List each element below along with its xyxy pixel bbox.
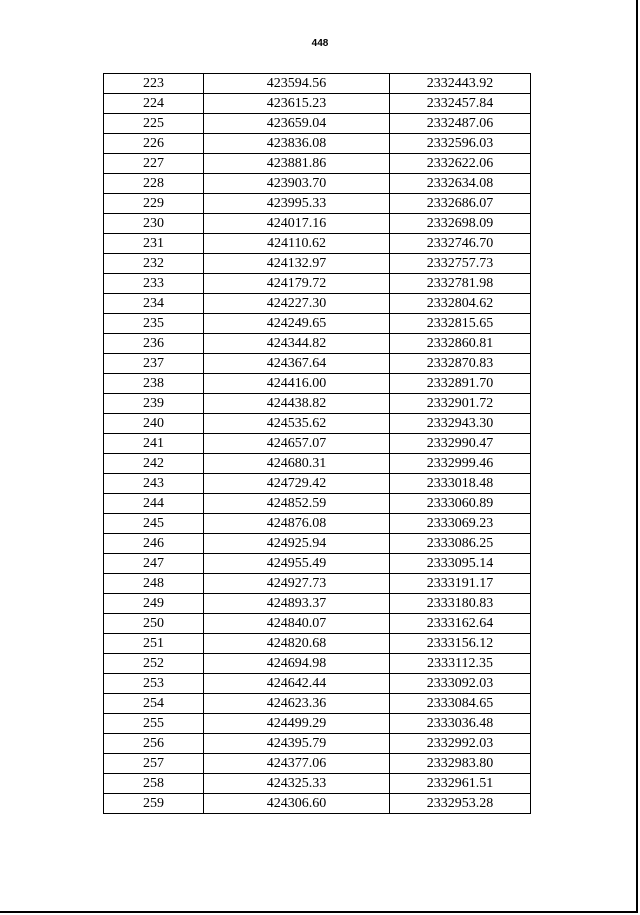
point-number-cell: 235: [104, 314, 204, 334]
point-number-cell: 239: [104, 394, 204, 414]
table-row: [104, 454, 531, 474]
point-number-cell: 240: [104, 414, 204, 434]
northing-cell: 2333180.83: [390, 594, 531, 614]
table-row: [104, 494, 531, 514]
table-row: [104, 714, 531, 734]
point-number-cell: 257: [104, 754, 204, 774]
northing-cell: 2332686.07: [390, 194, 531, 214]
easting-cell: 424249.65: [204, 314, 390, 334]
table-row: [104, 574, 531, 594]
coordinates-table-body: [104, 74, 531, 814]
northing-cell: 2333084.65: [390, 694, 531, 714]
easting-cell: 424306.60: [204, 794, 390, 814]
point-number-cell: 225: [104, 114, 204, 134]
northing-cell: 2332901.72: [390, 394, 531, 414]
point-number-cell: 246: [104, 534, 204, 554]
northing-cell: 2332622.06: [390, 154, 531, 174]
northing-cell: 2333095.14: [390, 554, 531, 574]
table-row: [104, 654, 531, 674]
table-row: [104, 254, 531, 274]
northing-cell: 2332487.06: [390, 114, 531, 134]
table-row: [104, 294, 531, 314]
northing-cell: 2332953.28: [390, 794, 531, 814]
point-number-cell: 243: [104, 474, 204, 494]
table-row: [104, 274, 531, 294]
table-row: [104, 434, 531, 454]
point-number-cell: 230: [104, 214, 204, 234]
easting-cell: 424657.07: [204, 434, 390, 454]
table-row: [104, 194, 531, 214]
point-number-cell: 242: [104, 454, 204, 474]
table-row: [104, 794, 531, 814]
table-row: [104, 594, 531, 614]
table-row: [104, 554, 531, 574]
northing-cell: 2332698.09: [390, 214, 531, 234]
table-row: [104, 354, 531, 374]
point-number-cell: 259: [104, 794, 204, 814]
table-row: [104, 334, 531, 354]
point-number-cell: 251: [104, 634, 204, 654]
table-row: [104, 754, 531, 774]
easting-cell: 424840.07: [204, 614, 390, 634]
point-number-cell: 233: [104, 274, 204, 294]
table-row: [104, 474, 531, 494]
coordinates-table: [103, 73, 531, 814]
easting-cell: 424642.44: [204, 674, 390, 694]
point-number-cell: 241: [104, 434, 204, 454]
northing-cell: 2332992.03: [390, 734, 531, 754]
northing-cell: 2332804.62: [390, 294, 531, 314]
point-number-cell: 234: [104, 294, 204, 314]
point-number-cell: 244: [104, 494, 204, 514]
point-number-cell: 248: [104, 574, 204, 594]
easting-cell: 423836.08: [204, 134, 390, 154]
table-row: [104, 74, 531, 94]
table-row: [104, 94, 531, 114]
point-number-cell: 232: [104, 254, 204, 274]
northing-cell: 2333191.17: [390, 574, 531, 594]
table-row: [104, 134, 531, 154]
table-row: [104, 114, 531, 134]
table-row: [104, 514, 531, 534]
page-number: 448: [311, 38, 329, 49]
point-number-cell: 228: [104, 174, 204, 194]
northing-cell: 2332634.08: [390, 174, 531, 194]
point-number-cell: 256: [104, 734, 204, 754]
point-number-cell: 229: [104, 194, 204, 214]
point-number-cell: 227: [104, 154, 204, 174]
easting-cell: 424852.59: [204, 494, 390, 514]
point-number-cell: 253: [104, 674, 204, 694]
easting-cell: 423995.33: [204, 194, 390, 214]
table-row: [104, 634, 531, 654]
point-number-cell: 238: [104, 374, 204, 394]
northing-cell: 2333036.48: [390, 714, 531, 734]
northing-cell: 2332943.30: [390, 414, 531, 434]
easting-cell: 424416.00: [204, 374, 390, 394]
easting-cell: 424694.98: [204, 654, 390, 674]
table-row: [104, 694, 531, 714]
easting-cell: 423881.86: [204, 154, 390, 174]
easting-cell: 424499.29: [204, 714, 390, 734]
table-row: [104, 414, 531, 434]
easting-cell: 424893.37: [204, 594, 390, 614]
point-number-cell: 254: [104, 694, 204, 714]
easting-cell: 424680.31: [204, 454, 390, 474]
northing-cell: 2333069.23: [390, 514, 531, 534]
northing-cell: 2332891.70: [390, 374, 531, 394]
easting-cell: 424325.33: [204, 774, 390, 794]
table-row: [104, 174, 531, 194]
easting-cell: 424017.16: [204, 214, 390, 234]
easting-cell: 424438.82: [204, 394, 390, 414]
easting-cell: 424344.82: [204, 334, 390, 354]
northing-cell: 2333060.89: [390, 494, 531, 514]
northing-cell: 2333086.25: [390, 534, 531, 554]
point-number-cell: 252: [104, 654, 204, 674]
table-row: [104, 774, 531, 794]
northing-cell: 2332781.98: [390, 274, 531, 294]
point-number-cell: 224: [104, 94, 204, 114]
easting-cell: 424876.08: [204, 514, 390, 534]
easting-cell: 424132.97: [204, 254, 390, 274]
table-row: [104, 374, 531, 394]
northing-cell: 2333156.12: [390, 634, 531, 654]
easting-cell: 423615.23: [204, 94, 390, 114]
easting-cell: 424110.62: [204, 234, 390, 254]
northing-cell: 2332443.92: [390, 74, 531, 94]
point-number-cell: 258: [104, 774, 204, 794]
easting-cell: 424927.73: [204, 574, 390, 594]
point-number-cell: 237: [104, 354, 204, 374]
point-number-cell: 247: [104, 554, 204, 574]
table-row: [104, 154, 531, 174]
table-row: [104, 314, 531, 334]
easting-cell: 424227.30: [204, 294, 390, 314]
northing-cell: 2332757.73: [390, 254, 531, 274]
easting-cell: 424820.68: [204, 634, 390, 654]
easting-cell: 424925.94: [204, 534, 390, 554]
northing-cell: 2332961.51: [390, 774, 531, 794]
easting-cell: 424623.36: [204, 694, 390, 714]
northing-cell: 2333018.48: [390, 474, 531, 494]
easting-cell: 424179.72: [204, 274, 390, 294]
point-number-cell: 236: [104, 334, 204, 354]
easting-cell: 423903.70: [204, 174, 390, 194]
easting-cell: 423594.56: [204, 74, 390, 94]
northing-cell: 2333112.35: [390, 654, 531, 674]
northing-cell: 2332596.03: [390, 134, 531, 154]
easting-cell: 423659.04: [204, 114, 390, 134]
point-number-cell: 231: [104, 234, 204, 254]
northing-cell: 2332746.70: [390, 234, 531, 254]
northing-cell: 2333162.64: [390, 614, 531, 634]
point-number-cell: 249: [104, 594, 204, 614]
easting-cell: 424729.42: [204, 474, 390, 494]
point-number-cell: 245: [104, 514, 204, 534]
easting-cell: 424955.49: [204, 554, 390, 574]
northing-cell: 2332860.81: [390, 334, 531, 354]
northing-cell: 2332870.83: [390, 354, 531, 374]
table-row: [104, 394, 531, 414]
table-row: [104, 214, 531, 234]
northing-cell: 2332983.80: [390, 754, 531, 774]
northing-cell: 2333092.03: [390, 674, 531, 694]
northing-cell: 2332999.46: [390, 454, 531, 474]
easting-cell: 424377.06: [204, 754, 390, 774]
point-number-cell: 226: [104, 134, 204, 154]
table-row: [104, 614, 531, 634]
point-number-cell: 223: [104, 74, 204, 94]
point-number-cell: 255: [104, 714, 204, 734]
table-row: [104, 534, 531, 554]
table-row: [104, 234, 531, 254]
northing-cell: 2332990.47: [390, 434, 531, 454]
table-row: [104, 734, 531, 754]
easting-cell: 424535.62: [204, 414, 390, 434]
table-row: [104, 674, 531, 694]
easting-cell: 424395.79: [204, 734, 390, 754]
northing-cell: 2332457.84: [390, 94, 531, 114]
northing-cell: 2332815.65: [390, 314, 531, 334]
easting-cell: 424367.64: [204, 354, 390, 374]
point-number-cell: 250: [104, 614, 204, 634]
